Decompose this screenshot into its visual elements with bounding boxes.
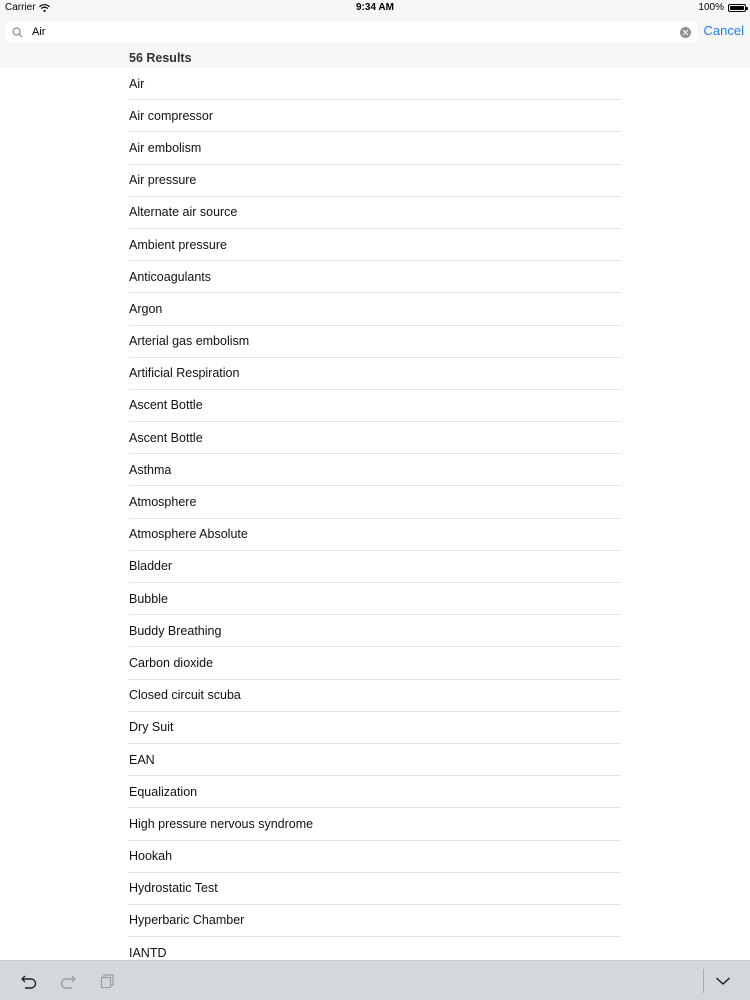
toolbar-divider xyxy=(703,969,704,993)
result-item[interactable]: Artificial Respiration xyxy=(129,358,621,390)
result-item[interactable]: Alternate air source xyxy=(129,197,621,229)
result-item[interactable]: Atmosphere Absolute xyxy=(129,519,621,551)
result-item[interactable]: Ascent Bottle xyxy=(129,390,621,422)
battery-percent: 100% xyxy=(698,2,724,13)
result-item[interactable]: Hookah xyxy=(129,841,621,873)
result-item[interactable]: Ambient pressure xyxy=(129,229,621,261)
results-header xyxy=(0,46,750,68)
result-item[interactable]: IANTD xyxy=(129,937,621,969)
result-item[interactable]: Dry Suit xyxy=(129,712,621,744)
result-item[interactable]: Anticoagulants xyxy=(129,261,621,293)
result-item[interactable]: Atmosphere xyxy=(129,486,621,518)
result-item[interactable]: Asthma xyxy=(129,454,621,486)
result-item[interactable]: Arterial gas embolism xyxy=(129,326,621,358)
result-item[interactable]: EAN xyxy=(129,744,621,776)
result-item[interactable]: Air embolism xyxy=(129,132,621,164)
result-item[interactable]: Closed circuit scuba xyxy=(129,680,621,712)
battery-icon xyxy=(728,4,746,12)
search-bar xyxy=(0,16,750,46)
result-item[interactable]: Air pressure xyxy=(129,165,621,197)
result-item[interactable]: Buddy Breathing xyxy=(129,615,621,647)
status-time: 9:34 AM xyxy=(356,2,394,13)
status-bar xyxy=(0,0,750,16)
carrier-label: Carrier xyxy=(5,2,36,13)
result-item[interactable]: Hyperbaric Chamber xyxy=(129,905,621,937)
result-item[interactable]: Air compressor xyxy=(129,100,621,132)
search-input[interactable]: Air xyxy=(32,26,46,38)
result-item[interactable]: Hydrostatic Test xyxy=(129,873,621,905)
result-item[interactable]: Carbon dioxide xyxy=(129,647,621,679)
result-item[interactable]: Ascent Bottle xyxy=(129,422,621,454)
paste-icon[interactable] xyxy=(97,971,117,991)
search-icon xyxy=(12,27,30,38)
clear-search-icon[interactable] xyxy=(680,27,691,38)
result-item[interactable]: Bladder xyxy=(129,551,621,583)
result-item[interactable]: Bubble xyxy=(129,583,621,615)
results-count: 56 Results xyxy=(129,51,192,65)
undo-icon[interactable] xyxy=(19,971,39,991)
results-list xyxy=(129,68,621,969)
result-item[interactable]: Air xyxy=(129,68,621,100)
result-item[interactable]: Argon xyxy=(129,293,621,325)
keyboard-shortcut-bar xyxy=(0,960,750,1000)
redo-icon[interactable] xyxy=(58,971,78,991)
result-item[interactable]: High pressure nervous syndrome xyxy=(129,808,621,840)
search-field[interactable] xyxy=(6,21,697,43)
cancel-button[interactable]: Cancel xyxy=(703,23,744,38)
result-item[interactable]: Equalization xyxy=(129,776,621,808)
dismiss-keyboard-icon[interactable] xyxy=(713,971,733,991)
battery-group xyxy=(698,2,746,13)
